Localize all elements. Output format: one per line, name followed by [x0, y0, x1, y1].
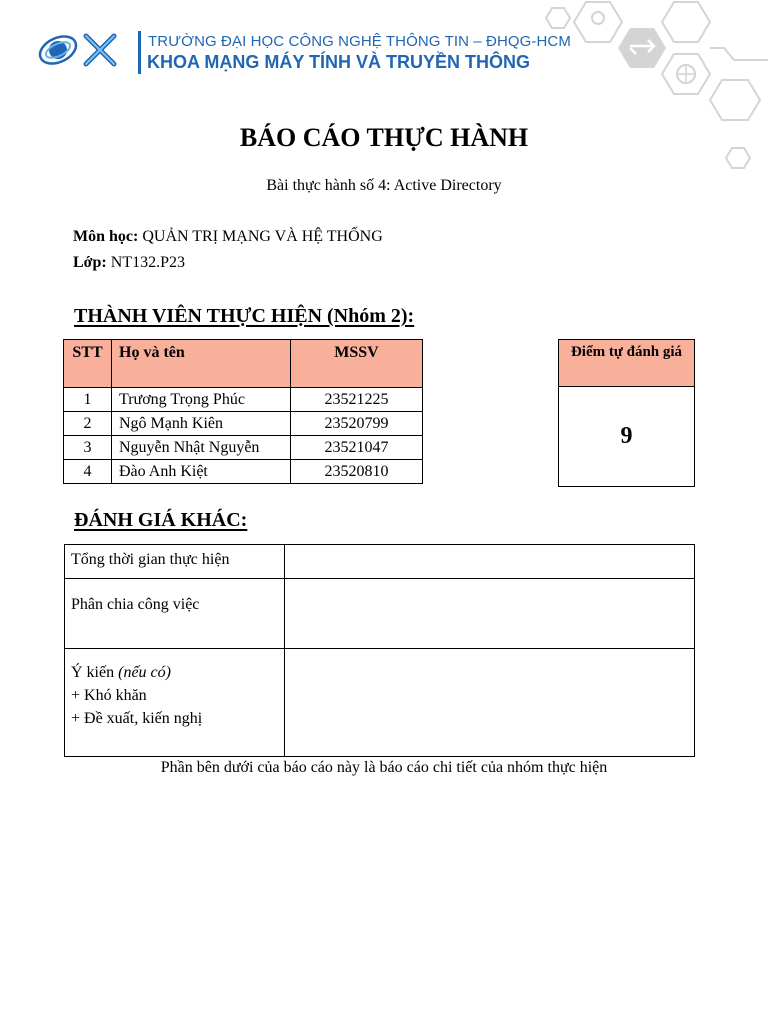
self-score-table [558, 339, 695, 487]
ideas-label: Ý kiến [71, 664, 115, 681]
table-header-row [64, 340, 423, 388]
course-line [73, 228, 383, 246]
cell-stt: 1 [64, 388, 112, 412]
table-row [64, 412, 423, 436]
cell-name: Trương Trọng Phúc [112, 388, 291, 412]
course-value: QUẢN TRỊ MẠNG VÀ HỆ THỐNG [142, 228, 383, 245]
hexagon-decoration-icon [538, 0, 768, 180]
table-row [64, 388, 423, 412]
table-row [64, 436, 423, 460]
ideas-line [71, 661, 284, 684]
cell-stt: 2 [64, 412, 112, 436]
header-divider [138, 31, 141, 74]
course-label: Môn học: [73, 228, 139, 245]
cell-mssv: 23521047 [291, 436, 423, 460]
table-row [65, 579, 695, 649]
ideas-note: (nếu có) [118, 664, 171, 681]
faculty-name: KHOA MẠNG MÁY TÍNH VÀ TRUYỀN THÔNG [147, 52, 531, 72]
cell-name: Ngô Mạnh Kiên [112, 412, 291, 436]
class-line [73, 254, 185, 272]
class-value: NT132.P23 [110, 254, 185, 271]
other-evaluation-table [64, 544, 695, 757]
university-logo-icon [38, 30, 122, 70]
time-value [285, 545, 695, 579]
members-heading: THÀNH VIÊN THỰC HIỆN (Nhóm 2): [74, 305, 415, 327]
self-score-header: Điểm tự đánh giá [559, 340, 695, 387]
header-mssv: MSSV [291, 340, 423, 388]
table-row [65, 649, 695, 757]
cell-name: Nguyễn Nhật Nguyễn [112, 436, 291, 460]
work-split-value [285, 579, 695, 649]
table-row [65, 545, 695, 579]
cell-mssv: 23521225 [291, 388, 423, 412]
report-subtitle: Bài thực hành số 4: Active Directory [266, 177, 502, 194]
cell-stt: 3 [64, 436, 112, 460]
class-label: Lớp: [73, 254, 107, 271]
footer-note: Phần bên dưới của báo cáo này là báo cáo chi tiết của nhóm thực hiện [160, 759, 608, 776]
university-name: TRƯỜNG ĐẠI HỌC CÔNG NGHỆ THÔNG TIN – ĐHQG-HCM [148, 33, 571, 50]
time-label: Tổng thời gian thực hiện [65, 545, 285, 579]
cell-stt: 4 [64, 460, 112, 484]
cell-mssv: 23520799 [291, 412, 423, 436]
ideas-value [285, 649, 695, 757]
table-row [64, 460, 423, 484]
ideas-suggestions: + Đề xuất, kiến nghị [71, 710, 203, 727]
ideas-cell [65, 649, 285, 757]
header-name: Họ và tên [112, 340, 291, 388]
other-evaluation-heading: ĐÁNH GIÁ KHÁC: [74, 509, 248, 531]
cell-mssv: 23520810 [291, 460, 423, 484]
cell-name: Đào Anh Kiệt [112, 460, 291, 484]
report-title: BÁO CÁO THỰC HÀNH [239, 123, 529, 152]
self-score-value: 9 [559, 387, 695, 487]
members-table [63, 339, 423, 484]
header-stt: STT [64, 340, 112, 388]
ideas-difficulties: + Khó khăn [71, 687, 147, 704]
work-split-label: Phân chia công việc [65, 579, 285, 649]
